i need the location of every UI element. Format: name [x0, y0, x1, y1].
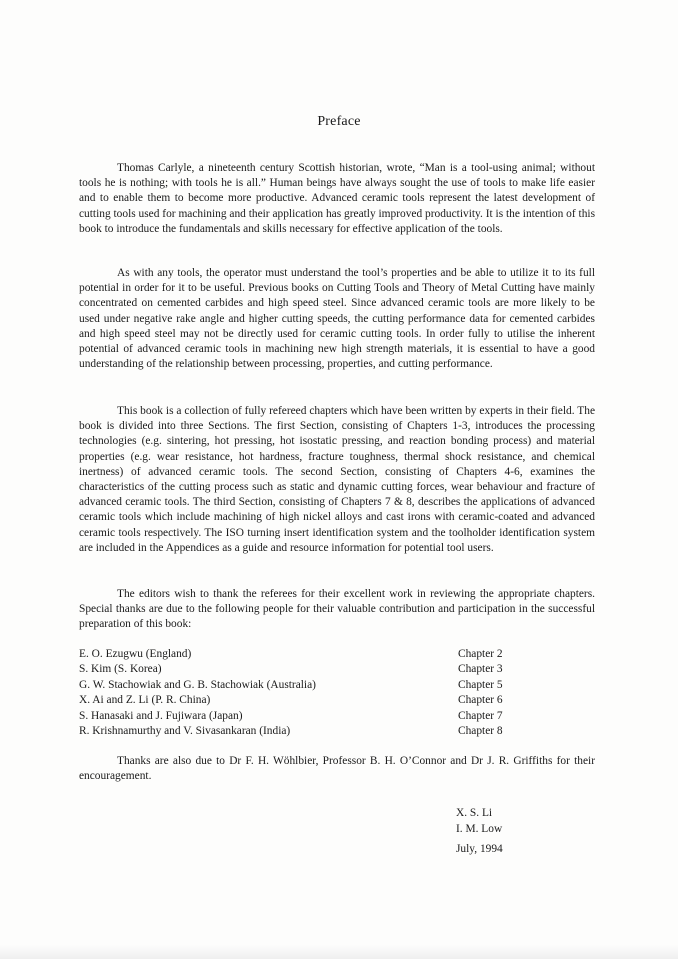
contributor-row	[79, 678, 595, 693]
paragraph-acknowledgement-referees: The editors wish to thank the referees for their excellent work in reviewing the appropriate chapters. Special thanks are due to the following people for their valuable contribution and participation in the successful preparation of this book:	[79, 588, 595, 631]
page-title: Preface	[317, 114, 361, 129]
contributor-chapter: Chapter 2	[458, 648, 503, 660]
contributor-chapter: Chapter 5	[458, 678, 503, 691]
contributor-name: S. Kim (S. Korea)	[79, 663, 162, 676]
paragraph-thanks-encouragement: Thanks are also due to Dr F. H. Wöhlbier, Professor B. H. O’Connor and Dr J. R. Griffiths for their encouragement.	[79, 755, 595, 783]
contributor-chapter: Chapter 3	[458, 663, 503, 676]
contributor-name: E. O. Ezugwu (England)	[79, 648, 192, 660]
editor-name: I. M. Low	[456, 822, 503, 835]
contributor-row	[79, 709, 595, 724]
paragraph-book-structure: This book is a collection of fully refereed chapters which have been written by experts in their field. The book is divided into three Sections. The first Section, consisting of Chapters 1-3, introduces the processing technologies (e.g. sintering, hot pressing, hot isostatic pressing, and reaction bonding process) and material properties (e.g. wear resistance, hot hardness, fracture toughness, thermal shock resistance, and chemical inertness) of advanced ceramic tools. The second Section, consisting of Chapters 4-6, examines the characteristics of the cutting process such as static and dynamic cutting forces, wear behaviour and fracture of advanced ceramic tools. The third Section, consisting of Chapters 7 & 8, describes the applications of advanced ceramic tools which include machining of high nickel alloys and cast irons with ceramic-coated and advanced ceramic tools respectively. The ISO turning insert identification system and the toolholder identification system are included in the Appendices as a guide and resource information for potential tool users.	[79, 405, 595, 554]
contributor-list	[79, 647, 595, 739]
contributor-name: X. Ai and Z. Li (P. R. China)	[79, 694, 211, 707]
contributor-name: S. Hanasaki and J. Fujiwara (Japan)	[79, 709, 243, 722]
contributor-row	[79, 693, 595, 708]
contributor-name: R. Krishnamurthy and V. Sivasankaran (India)	[79, 724, 291, 737]
scan-edge-shade	[0, 945, 678, 959]
contributor-chapter: Chapter 6	[458, 694, 503, 707]
contributor-row	[79, 647, 595, 662]
contributor-name: G. W. Stachowiak and G. B. Stachowiak (Australia)	[79, 678, 316, 691]
contributor-chapter: Chapter 7	[458, 709, 503, 722]
signature-date: July, 1994	[456, 843, 503, 856]
paragraph-carlyle-quote: Thomas Carlyle, a nineteenth century Scottish historian, wrote, “Man is a tool-using animal; without tools he is nothing; with tools he is all.” Human beings have always sought the use of tools to make life easier and to enable them to become more productive. Advanced ceramic tools represent the latest development of cutting tools used for machining and their application has greatly improved productivity. It is the intention of this book to introduce the fundamentals and skills necessary for effective application of the tools.	[79, 162, 595, 235]
signature-block	[456, 806, 503, 858]
contributor-row	[79, 724, 595, 739]
editor-name: X. S. Li	[456, 807, 493, 819]
contributor-chapter: Chapter 8	[458, 724, 503, 737]
contributor-row	[79, 662, 595, 677]
paragraph-tool-properties: As with any tools, the operator must understand the tool’s properties and be able to utilize it to its full potential in order for it to be useful. Previous books on Cutting Tools and Theory of Metal Cutting have mainly concentrated on cemented carbides and high speed steel. Since advanced ceramic tools are more likely to be used under negative rake angle and higher cutting speeds, the cutting performance data for cemented carbides and high speed steel may not be directly used for ceramic cutting tools. In order fully to utilise the inherent potential of advanced ceramic tools in machining new high strength materials, it is essential to have a good understanding of the relationship between processing, properties, and cutting performance.	[79, 267, 595, 371]
